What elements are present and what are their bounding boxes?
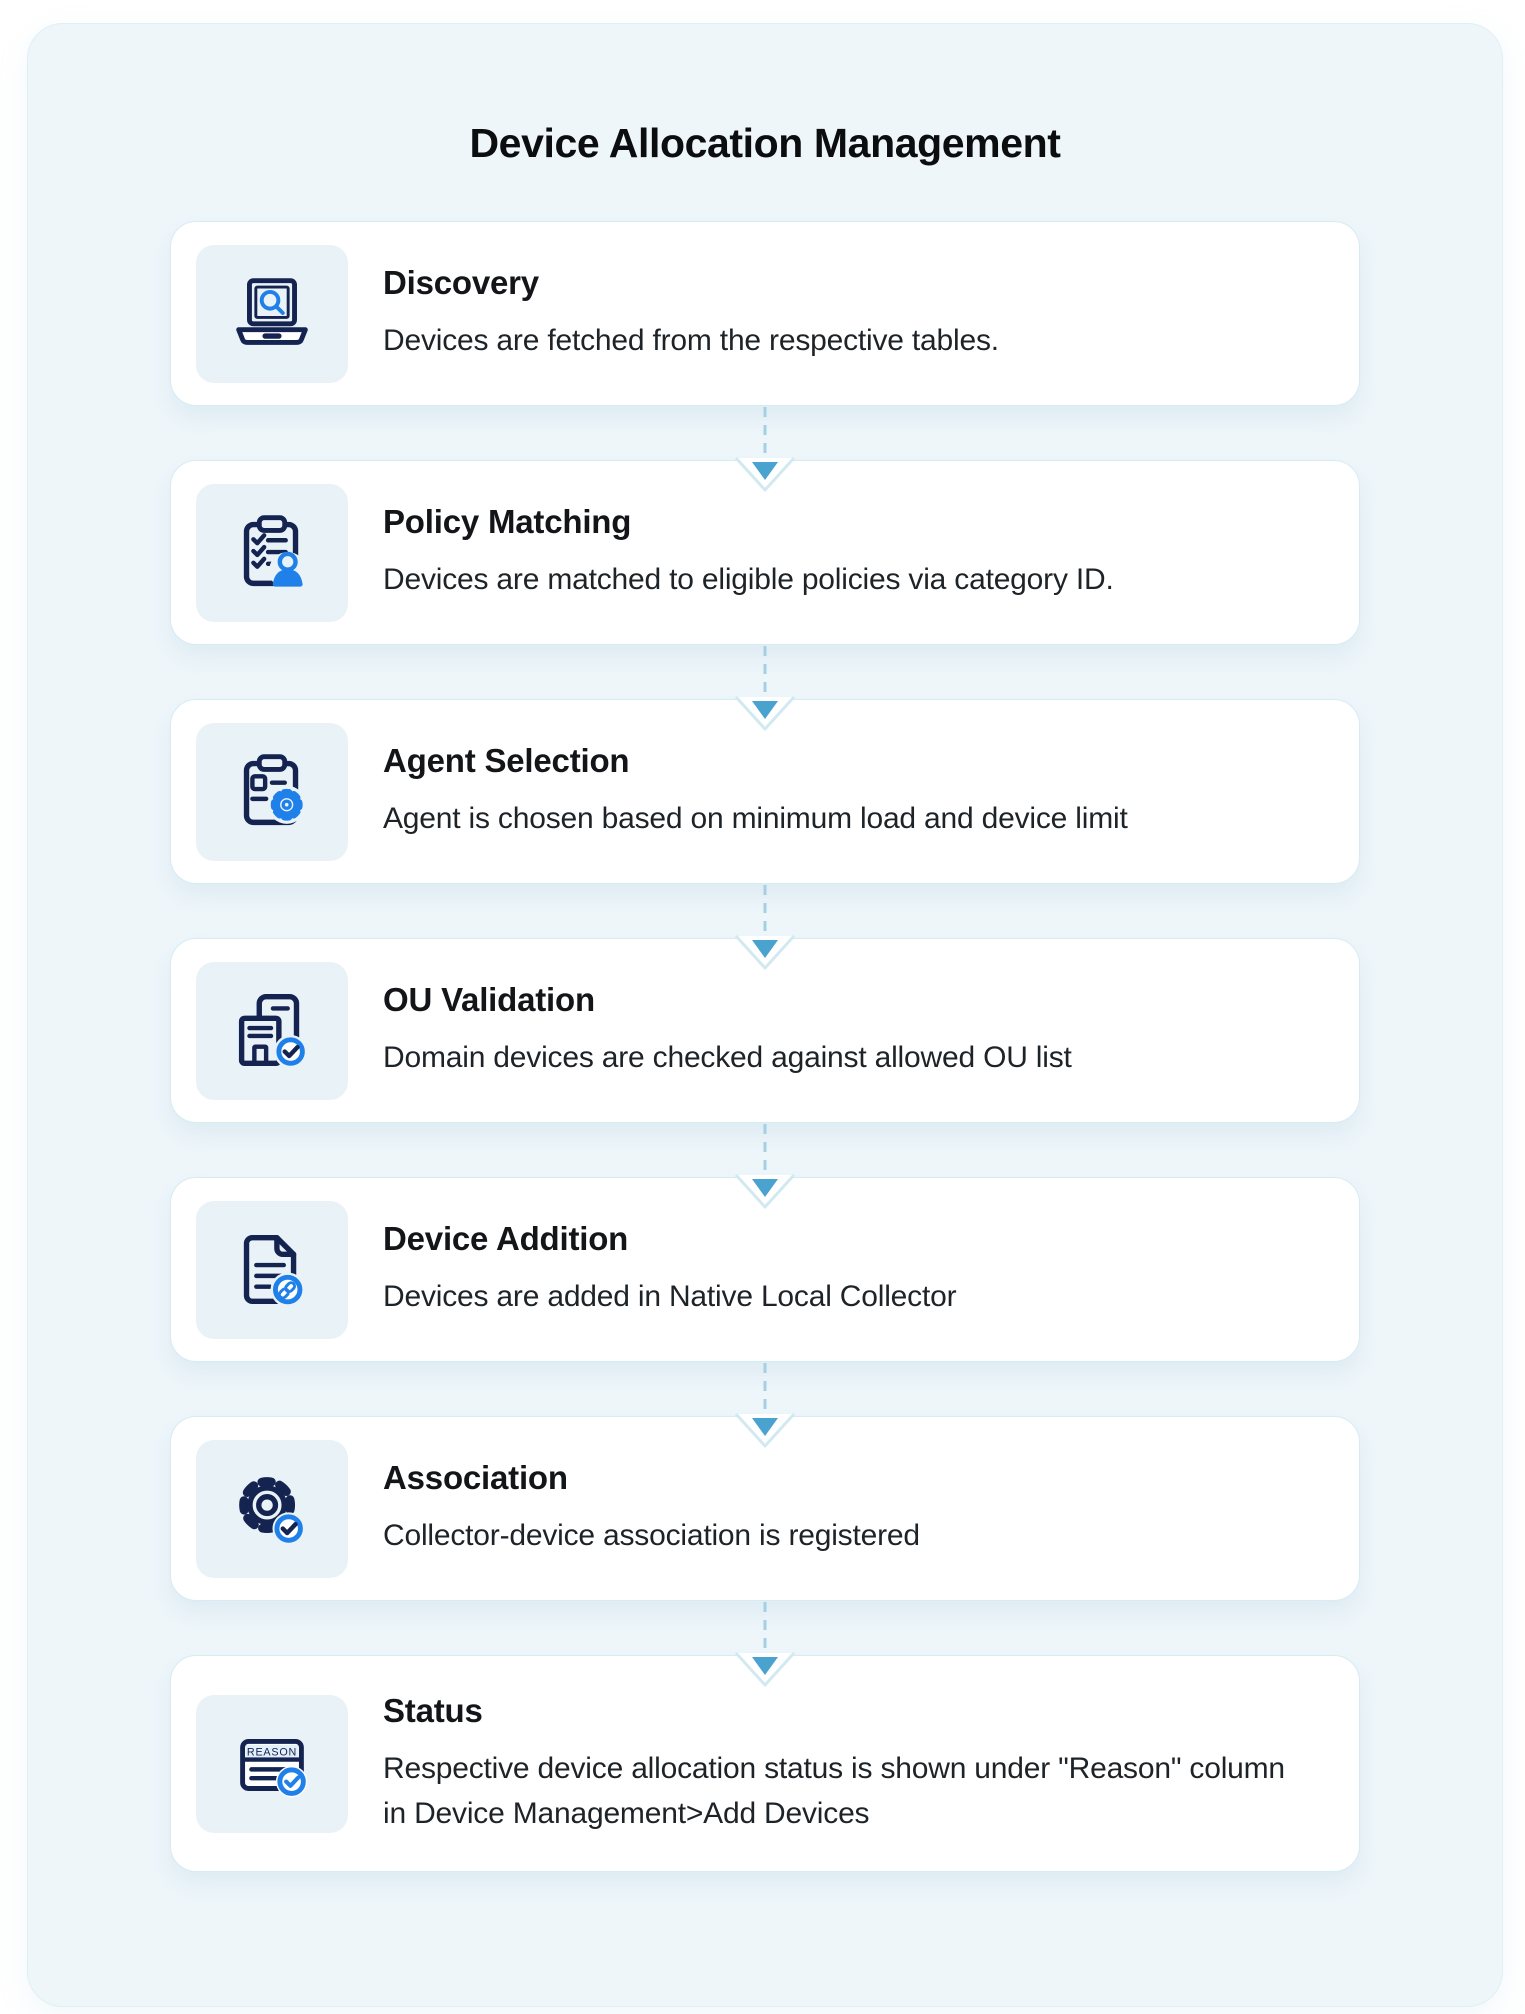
- page-title: Device Allocation Management: [469, 120, 1061, 166]
- step-description: Collector-device association is registered: [383, 1519, 920, 1552]
- step-text: [383, 1459, 920, 1558]
- step-title: Status: [383, 1691, 483, 1729]
- step-card-association: [170, 1416, 1360, 1601]
- step-card-device-addition: [170, 1177, 1360, 1362]
- step-title: Association: [383, 1459, 568, 1496]
- step-icon-tile: [196, 962, 348, 1100]
- step-title: Policy Matching: [383, 503, 632, 540]
- step-text: [383, 1220, 956, 1319]
- step-icon-tile: [196, 484, 348, 622]
- flow-connector: [170, 1123, 1360, 1177]
- step-text: [383, 1692, 1303, 1836]
- steps-list: [170, 221, 1360, 1872]
- step-text: [383, 742, 1128, 841]
- document-link-icon: [223, 1221, 321, 1319]
- step-card-ou-validation: [170, 938, 1360, 1123]
- step-text: [383, 981, 1072, 1080]
- step-description: Devices are matched to eligible policies via category ID.: [383, 563, 1114, 596]
- step-description: Agent is chosen based on minimum load and device limit: [383, 802, 1128, 835]
- flow-connector: [170, 1362, 1360, 1416]
- step-title: Device Addition: [383, 1220, 629, 1257]
- flow-panel: [27, 23, 1503, 2007]
- reason-table-check-icon: [223, 1715, 321, 1813]
- step-card-policy-matching: [170, 460, 1360, 645]
- clipboard-gear-icon: [223, 743, 321, 841]
- step-description: Domain devices are checked against allowed OU list: [383, 1041, 1072, 1074]
- gear-check-icon: [223, 1460, 321, 1558]
- step-description: Respective device allocation status is shown under "Reason" column in Device Management>Add Devices: [383, 1751, 1285, 1830]
- step-title: Agent Selection: [383, 742, 630, 779]
- flow-connector: [170, 406, 1360, 460]
- building-document-check-icon: [223, 982, 321, 1080]
- flow-connector: [170, 884, 1360, 938]
- step-text: [383, 264, 999, 363]
- step-description: Devices are fetched from the respective tables.: [383, 324, 999, 357]
- step-description: Devices are added in Native Local Collector: [383, 1280, 957, 1313]
- step-text: [383, 503, 1114, 602]
- step-title: Discovery: [383, 264, 539, 301]
- step-title: OU Validation: [383, 981, 595, 1018]
- laptop-search-icon: [223, 265, 321, 363]
- step-icon-tile: [196, 1440, 348, 1578]
- flow-connector: [170, 1601, 1360, 1655]
- step-card-agent-selection: [170, 699, 1360, 884]
- step-icon-tile: [196, 1201, 348, 1339]
- step-card-status: [170, 1655, 1360, 1872]
- step-card-discovery: [170, 221, 1360, 406]
- flow-connector: [170, 645, 1360, 699]
- clipboard-checklist-user-icon: [223, 504, 321, 602]
- step-icon-tile: [196, 245, 348, 383]
- step-icon-tile: [196, 1695, 348, 1833]
- step-icon-tile: [196, 723, 348, 861]
